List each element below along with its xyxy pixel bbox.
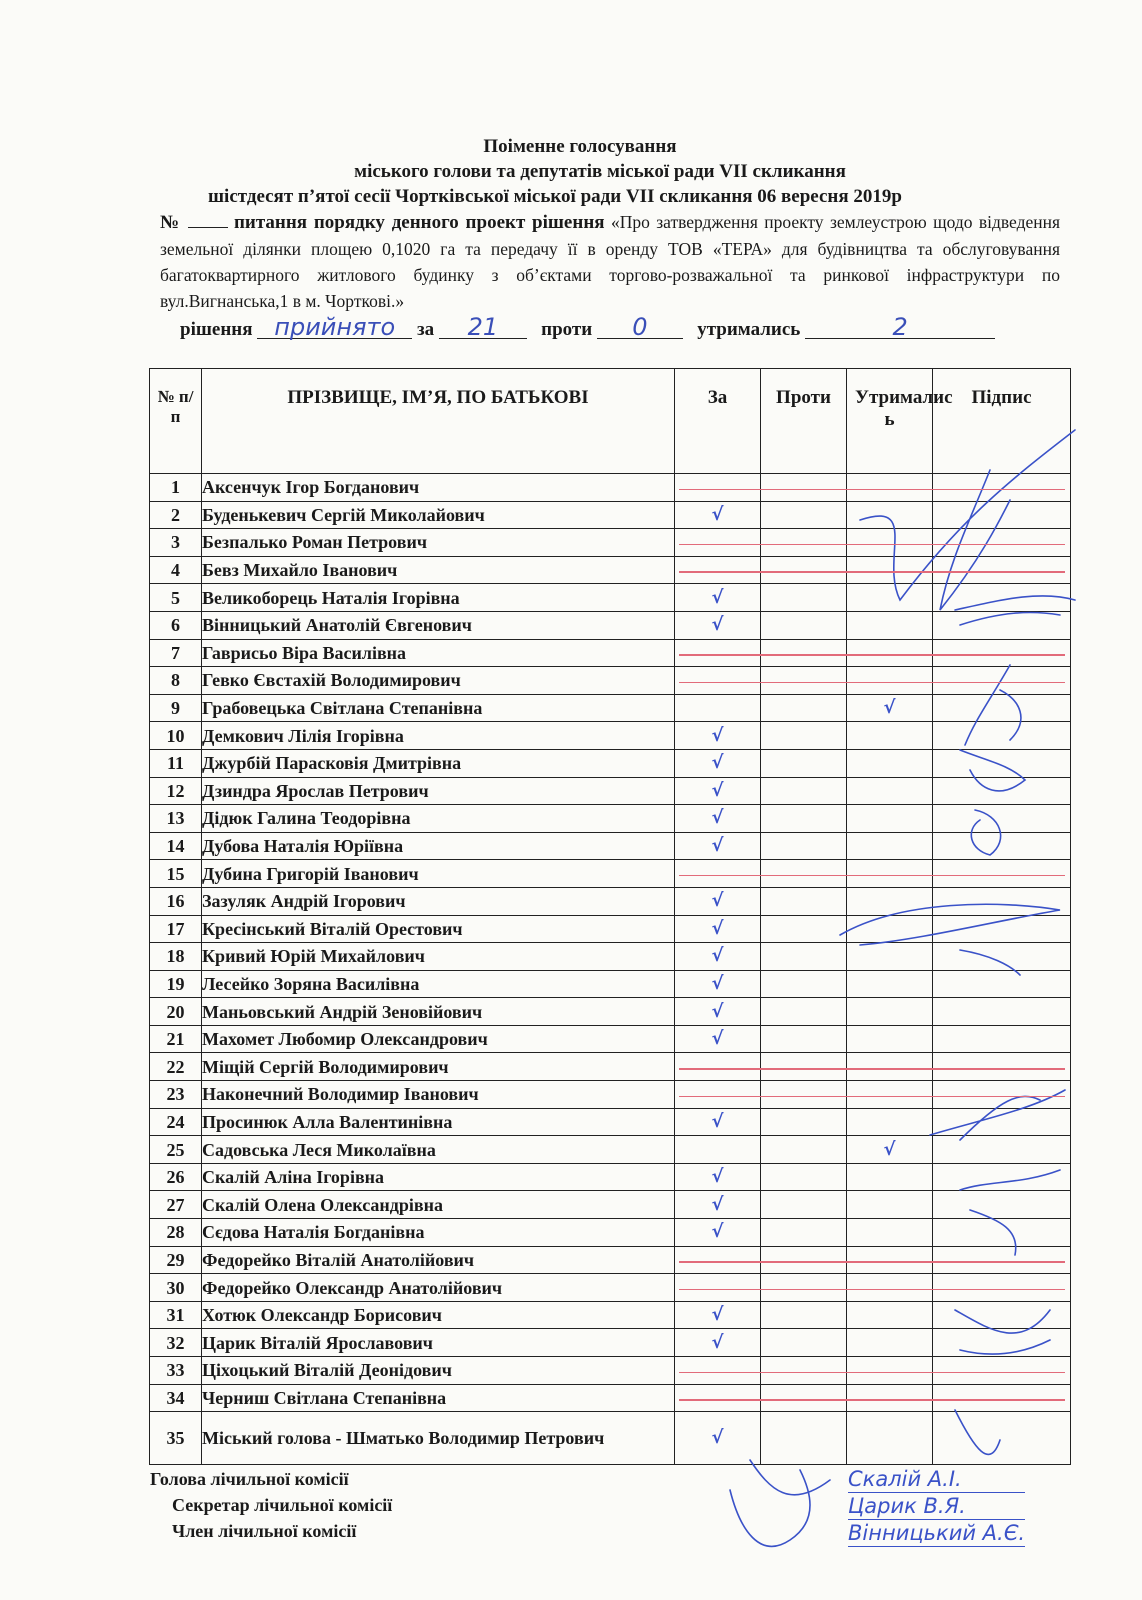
secretary-name: Царик В.Я. xyxy=(848,1493,1025,1520)
row-number: 12 xyxy=(150,777,202,805)
vote-abstain-cell xyxy=(847,805,933,833)
vote-for-cell xyxy=(675,529,761,557)
row-name: Дідюк Галина Теодорівна xyxy=(202,805,675,833)
vote-for-cell: √ xyxy=(675,998,761,1026)
vote-for-cell: √ xyxy=(675,887,761,915)
vote-abstain-cell xyxy=(847,529,933,557)
row-number: 10 xyxy=(150,722,202,750)
row-name: Царик Віталій Ярославович xyxy=(202,1329,675,1357)
vote-for-cell: √ xyxy=(675,1412,761,1465)
row-number: 25 xyxy=(150,1136,202,1164)
table-row xyxy=(150,694,1071,722)
vote-against-cell xyxy=(761,1219,847,1247)
absent-strike-line xyxy=(679,654,1065,656)
vote-abstain-cell xyxy=(847,970,933,998)
table-row xyxy=(150,611,1071,639)
table-row xyxy=(150,474,1071,502)
table-row xyxy=(150,501,1071,529)
vote-abstain-cell xyxy=(847,1274,933,1302)
row-number: 27 xyxy=(150,1191,202,1219)
row-number: 3 xyxy=(150,529,202,557)
vote-against-cell xyxy=(761,1357,847,1385)
absent-strike-line xyxy=(679,489,1065,491)
signature-cell xyxy=(933,556,1071,584)
row-number: 4 xyxy=(150,556,202,584)
table-row xyxy=(150,860,1071,888)
vote-against-cell xyxy=(761,749,847,777)
vote-against-cell xyxy=(761,639,847,667)
vote-abstain-cell xyxy=(847,943,933,971)
absent-strike-line xyxy=(679,1096,1065,1098)
table-row xyxy=(150,887,1071,915)
signature-cell xyxy=(933,1219,1071,1247)
agenda-paragraph xyxy=(160,209,1060,314)
vote-abstain-cell xyxy=(847,860,933,888)
signature-cell xyxy=(933,970,1071,998)
vote-for-cell: √ xyxy=(675,1025,761,1053)
signature-cell xyxy=(933,474,1071,502)
row-name: Скалій Аліна Ігорівна xyxy=(202,1163,675,1191)
session-line: шістдесят п’ятої сесії Чортківської міської ради VII скликання 06 вересня 2019р xyxy=(208,186,902,207)
absent-strike-line xyxy=(679,1289,1065,1291)
vote-for-cell xyxy=(675,1081,761,1109)
row-number: 13 xyxy=(150,805,202,833)
row-name: Хотюк Олександр Борисович xyxy=(202,1301,675,1329)
signature-cell xyxy=(933,1412,1071,1465)
row-number: 14 xyxy=(150,832,202,860)
row-name: Демкович Лілія Ігорівна xyxy=(202,722,675,750)
vote-against-cell xyxy=(761,1136,847,1164)
against-label: проти xyxy=(541,319,593,340)
vote-abstain-cell xyxy=(847,915,933,943)
row-name: Лесейко Зоряна Василівна xyxy=(202,970,675,998)
col-for-header: За xyxy=(675,369,761,474)
row-name: Аксенчук Ігор Богданович xyxy=(202,474,675,502)
table-row xyxy=(150,1246,1071,1274)
against-count: 0 xyxy=(597,316,683,339)
doc-title: Поіменне голосування xyxy=(483,136,677,157)
vote-for-cell xyxy=(675,1053,761,1081)
signature-cell xyxy=(933,529,1071,557)
signature-cell xyxy=(933,611,1071,639)
number-blank xyxy=(188,227,228,228)
vote-for-cell xyxy=(675,1246,761,1274)
row-number: 6 xyxy=(150,611,202,639)
row-name: Черниш Світлана Степанівна xyxy=(202,1384,675,1412)
table-row xyxy=(150,777,1071,805)
vote-for-cell xyxy=(675,667,761,695)
row-number: 9 xyxy=(150,694,202,722)
signature-cell xyxy=(933,1108,1071,1136)
row-number: 1 xyxy=(150,474,202,502)
signature-cell xyxy=(933,1025,1071,1053)
table-row xyxy=(150,639,1071,667)
row-number: 15 xyxy=(150,860,202,888)
row-name: Джурбій Парасковія Дмитрівна xyxy=(202,749,675,777)
row-number: 34 xyxy=(150,1384,202,1412)
row-number: 23 xyxy=(150,1081,202,1109)
row-name: Гаврисьо Віра Василівна xyxy=(202,639,675,667)
row-name: Просинюк Алла Валентинівна xyxy=(202,1108,675,1136)
row-number: 21 xyxy=(150,1025,202,1053)
vote-abstain-cell xyxy=(847,998,933,1026)
vote-against-cell xyxy=(761,1301,847,1329)
vote-for-cell xyxy=(675,1384,761,1412)
vote-against-cell xyxy=(761,556,847,584)
signature-cell xyxy=(933,1191,1071,1219)
row-number: 16 xyxy=(150,887,202,915)
row-number: 7 xyxy=(150,639,202,667)
vote-for-cell xyxy=(675,556,761,584)
signature-cell xyxy=(933,1081,1071,1109)
vote-abstain-cell xyxy=(847,1384,933,1412)
row-name: Махомет Любомир Олександрович xyxy=(202,1025,675,1053)
col-against-header: Проти xyxy=(761,369,847,474)
signature-cell xyxy=(933,1246,1071,1274)
row-name: Федорейко Олександр Анатолійович xyxy=(202,1274,675,1302)
signature-cell xyxy=(933,1384,1071,1412)
row-name: Гевко Євстахій Володимирович xyxy=(202,667,675,695)
table-row xyxy=(150,1163,1071,1191)
vote-against-cell xyxy=(761,832,847,860)
signature-cell xyxy=(933,887,1071,915)
row-number: 28 xyxy=(150,1219,202,1247)
vote-against-cell xyxy=(761,970,847,998)
vote-against-cell xyxy=(761,1163,847,1191)
vote-for-cell xyxy=(675,694,761,722)
vote-abstain-cell xyxy=(847,1191,933,1219)
row-number: 26 xyxy=(150,1163,202,1191)
vote-against-cell xyxy=(761,1053,847,1081)
vote-against-cell xyxy=(761,1384,847,1412)
row-name: Міщій Сергій Володимирович xyxy=(202,1053,675,1081)
table-row xyxy=(150,529,1071,557)
vote-rows xyxy=(150,474,1071,1465)
table-row xyxy=(150,998,1071,1026)
absent-strike-line xyxy=(679,544,1065,546)
row-number: 32 xyxy=(150,1329,202,1357)
signature-cell xyxy=(933,777,1071,805)
row-name: Кривий Юрій Михайлович xyxy=(202,943,675,971)
vote-for-cell xyxy=(675,474,761,502)
row-name: Федорейко Віталій Анатолійович xyxy=(202,1246,675,1274)
vote-for-cell: √ xyxy=(675,1301,761,1329)
vote-against-cell xyxy=(761,1108,847,1136)
row-number: 31 xyxy=(150,1301,202,1329)
agenda-text: «Про затвердження проекту землеустрою щодо відведення земельної ділянки площею 0,1020 га та передачу її в оренду ТОВ «ТЕРА» для будівництва та обслуговування багатоквартирного житлового будинку з об’єктами торгово-розважальної та ринкової інфраструктури по вул.Вигнанська,1 в м. Чорткові.» xyxy=(160,212,1061,311)
vote-against-cell xyxy=(761,529,847,557)
absent-strike-line xyxy=(679,875,1065,877)
vote-abstain-cell: √ xyxy=(847,1136,933,1164)
decision-label: рішення xyxy=(180,319,253,340)
secretary-label: Секретар лічильної комісії xyxy=(172,1495,393,1515)
for-count: 21 xyxy=(439,316,527,339)
row-number: 35 xyxy=(150,1412,202,1465)
abstain-count: 2 xyxy=(805,316,995,339)
row-number: 18 xyxy=(150,943,202,971)
row-name: Грабовецька Світлана Степанівна xyxy=(202,694,675,722)
vote-against-cell xyxy=(761,915,847,943)
signature-cell xyxy=(933,1301,1071,1329)
table-row xyxy=(150,1329,1071,1357)
vote-table xyxy=(149,368,1071,1465)
vote-against-cell xyxy=(761,501,847,529)
vote-abstain-cell xyxy=(847,1301,933,1329)
agenda-label: питання порядку денного проект рішення xyxy=(233,212,605,233)
vote-for-cell: √ xyxy=(675,805,761,833)
number-label: № xyxy=(160,212,182,233)
vote-against-cell xyxy=(761,1329,847,1357)
vote-for-cell: √ xyxy=(675,970,761,998)
signature-cell xyxy=(933,749,1071,777)
member-name: Вінницький А.Є. xyxy=(848,1521,1026,1545)
absent-strike-line xyxy=(679,1399,1065,1401)
table-row xyxy=(150,749,1071,777)
table-row xyxy=(150,915,1071,943)
vote-against-cell xyxy=(761,1191,847,1219)
vote-for-cell: √ xyxy=(675,1108,761,1136)
table-row xyxy=(150,805,1071,833)
vote-for-cell: √ xyxy=(675,749,761,777)
vote-abstain-cell xyxy=(847,1053,933,1081)
vote-abstain-cell xyxy=(847,1246,933,1274)
vote-against-cell xyxy=(761,887,847,915)
signature-cell xyxy=(933,915,1071,943)
col-abstain-header: Утрималис ь xyxy=(847,369,933,474)
row-number: 33 xyxy=(150,1357,202,1385)
chair-label: Голова лічильної комісії xyxy=(150,1469,349,1489)
vote-against-cell xyxy=(761,943,847,971)
vote-abstain-cell xyxy=(847,1329,933,1357)
table-row xyxy=(150,584,1071,612)
vote-for-cell: √ xyxy=(675,722,761,750)
row-name: Вінницький Анатолій Євгенович xyxy=(202,611,675,639)
row-number: 29 xyxy=(150,1246,202,1274)
absent-strike-line xyxy=(679,1372,1065,1374)
vote-against-cell xyxy=(761,860,847,888)
signature-cell xyxy=(933,860,1071,888)
table-row xyxy=(150,1081,1071,1109)
vote-for-cell: √ xyxy=(675,915,761,943)
row-number: 17 xyxy=(150,915,202,943)
vote-abstain-cell xyxy=(847,1108,933,1136)
signature-cell xyxy=(933,639,1071,667)
vote-for-cell: √ xyxy=(675,1191,761,1219)
table-row xyxy=(150,832,1071,860)
vote-abstain-cell xyxy=(847,667,933,695)
signature-cell xyxy=(933,1274,1071,1302)
vote-against-cell xyxy=(761,667,847,695)
counting-commission xyxy=(150,1466,392,1544)
row-name: Дубова Наталія Юріївна xyxy=(202,832,675,860)
table-row xyxy=(150,667,1071,695)
vote-against-cell xyxy=(761,722,847,750)
table-row xyxy=(150,722,1071,750)
table-row xyxy=(150,943,1071,971)
vote-abstain-cell xyxy=(847,639,933,667)
vote-against-cell xyxy=(761,777,847,805)
table-row xyxy=(150,1136,1071,1164)
signature-cell xyxy=(933,694,1071,722)
row-name: Наконечний Володимир Іванович xyxy=(202,1081,675,1109)
vote-abstain-cell xyxy=(847,1081,933,1109)
row-number: 19 xyxy=(150,970,202,998)
row-number: 8 xyxy=(150,667,202,695)
row-number: 20 xyxy=(150,998,202,1026)
vote-against-cell xyxy=(761,1025,847,1053)
vote-abstain-cell xyxy=(847,832,933,860)
row-name: Буденькевич Сергій Миколайович xyxy=(202,501,675,529)
absent-strike-line xyxy=(679,1261,1065,1263)
col-num-header: № п/п xyxy=(150,369,202,474)
signature-cell xyxy=(933,1053,1071,1081)
member-label: Член лічильної комісії xyxy=(172,1521,357,1541)
table-row xyxy=(150,1384,1071,1412)
col-name-header: ПРІЗВИЩЕ, ІМ’Я, ПО БАТЬКОВІ xyxy=(202,369,675,474)
row-name: Міський голова - Шматько Володимир Петрович xyxy=(202,1412,675,1465)
absent-strike-line xyxy=(679,682,1065,684)
vote-abstain-cell: √ xyxy=(847,694,933,722)
table-row xyxy=(150,1357,1071,1385)
row-number: 5 xyxy=(150,584,202,612)
table-row xyxy=(150,556,1071,584)
vote-abstain-cell xyxy=(847,722,933,750)
signature-cell xyxy=(933,1357,1071,1385)
absent-strike-line xyxy=(679,571,1065,573)
signature-cell xyxy=(933,1136,1071,1164)
table-row xyxy=(150,1108,1071,1136)
signature-cell xyxy=(933,667,1071,695)
signature-cell xyxy=(933,943,1071,971)
vote-abstain-cell xyxy=(847,749,933,777)
row-number: 24 xyxy=(150,1108,202,1136)
vote-abstain-cell xyxy=(847,1412,933,1465)
decision-line xyxy=(180,313,995,341)
signature-cell xyxy=(933,832,1071,860)
vote-abstain-cell xyxy=(847,1025,933,1053)
commission-handwritten-names xyxy=(848,1466,1025,1547)
signature-cell xyxy=(933,1163,1071,1191)
table-row xyxy=(150,1025,1071,1053)
row-name: Бевз Михайло Іванович xyxy=(202,556,675,584)
absent-strike-line xyxy=(679,1068,1065,1070)
vote-for-cell xyxy=(675,860,761,888)
row-name: Безпалько Роман Петрович xyxy=(202,529,675,557)
table-row xyxy=(150,1219,1071,1247)
vote-for-cell: √ xyxy=(675,777,761,805)
vote-abstain-cell xyxy=(847,1163,933,1191)
vote-for-cell xyxy=(675,1274,761,1302)
vote-for-cell: √ xyxy=(675,1329,761,1357)
row-number: 2 xyxy=(150,501,202,529)
table-row xyxy=(150,1191,1071,1219)
vote-against-cell xyxy=(761,694,847,722)
vote-against-cell xyxy=(761,1274,847,1302)
row-number: 11 xyxy=(150,749,202,777)
table-row xyxy=(150,1053,1071,1081)
col-signature-header: Підпис xyxy=(933,369,1071,474)
vote-abstain-cell xyxy=(847,584,933,612)
signature-cell xyxy=(933,501,1071,529)
vote-for-cell xyxy=(675,639,761,667)
abstain-label: утримались xyxy=(697,319,801,340)
decision-value: прийнято xyxy=(257,316,412,339)
row-name: Скалій Олена Олександрівна xyxy=(202,1191,675,1219)
vote-against-cell xyxy=(761,584,847,612)
row-number: 22 xyxy=(150,1053,202,1081)
vote-for-cell: √ xyxy=(675,1219,761,1247)
signature-cell xyxy=(933,998,1071,1026)
table-row xyxy=(150,1274,1071,1302)
row-name: Сєдова Наталія Богданівна xyxy=(202,1219,675,1247)
chair-name: Скалій А.І. xyxy=(848,1466,1025,1493)
signature-cell xyxy=(933,584,1071,612)
vote-abstain-cell xyxy=(847,611,933,639)
vote-for-cell: √ xyxy=(675,1163,761,1191)
vote-abstain-cell xyxy=(847,556,933,584)
vote-abstain-cell xyxy=(847,777,933,805)
vote-against-cell xyxy=(761,998,847,1026)
table-row xyxy=(150,1412,1071,1465)
row-number: 30 xyxy=(150,1274,202,1302)
vote-against-cell xyxy=(761,1081,847,1109)
table-row xyxy=(150,970,1071,998)
signature-cell xyxy=(933,722,1071,750)
signature-cell xyxy=(933,1329,1071,1357)
doc-subtitle: міського голови та депутатів міської ради VII скликання xyxy=(354,161,846,182)
vote-for-cell: √ xyxy=(675,943,761,971)
vote-for-cell: √ xyxy=(675,501,761,529)
vote-against-cell xyxy=(761,1246,847,1274)
vote-against-cell xyxy=(761,474,847,502)
for-label: за xyxy=(417,319,435,340)
document-header xyxy=(160,134,1060,314)
row-name: Садовська Леся Миколаївна xyxy=(202,1136,675,1164)
table-row xyxy=(150,1301,1071,1329)
row-name: Зазуляк Андрій Ігорович xyxy=(202,887,675,915)
vote-for-cell: √ xyxy=(675,584,761,612)
vote-abstain-cell xyxy=(847,474,933,502)
vote-abstain-cell xyxy=(847,887,933,915)
row-name: Ціхоцький Віталій Деонідович xyxy=(202,1357,675,1385)
vote-abstain-cell xyxy=(847,1357,933,1385)
vote-against-cell xyxy=(761,805,847,833)
vote-for-cell: √ xyxy=(675,832,761,860)
row-name: Маньовський Андрій Зеновійович xyxy=(202,998,675,1026)
vote-for-cell xyxy=(675,1136,761,1164)
vote-against-cell xyxy=(761,611,847,639)
vote-against-cell xyxy=(761,1412,847,1465)
vote-abstain-cell xyxy=(847,1219,933,1247)
row-name: Дубина Григорій Іванович xyxy=(202,860,675,888)
vote-for-cell: √ xyxy=(675,611,761,639)
signature-cell xyxy=(933,805,1071,833)
vote-abstain-cell xyxy=(847,501,933,529)
row-name: Великоборець Наталія Ігорівна xyxy=(202,584,675,612)
row-name: Кресінський Віталій Орестович xyxy=(202,915,675,943)
table-header-row xyxy=(150,369,1071,474)
vote-for-cell xyxy=(675,1357,761,1385)
row-name: Дзиндра Ярослав Петрович xyxy=(202,777,675,805)
